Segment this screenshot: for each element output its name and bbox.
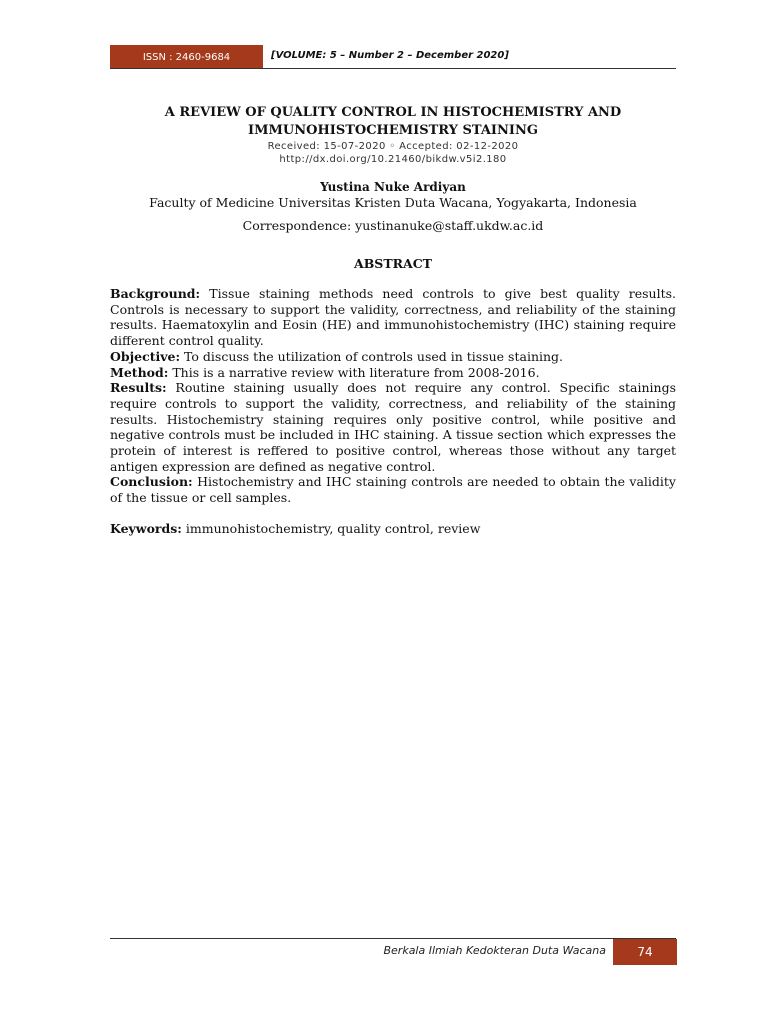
keywords (110, 521, 676, 536)
keywords-label: Keywords: (110, 521, 182, 536)
method-text: This is a narrative review with literature from 2008-2016. (168, 364, 540, 380)
abstract-method (110, 365, 676, 381)
background-label: Background: (110, 286, 201, 301)
results-label: Results: (110, 380, 167, 396)
conclusion-label: Conclusion: (110, 474, 193, 490)
objective-label: Objective: (110, 348, 181, 364)
abstract-background (110, 286, 676, 349)
article-meta (110, 140, 676, 166)
author-name: Yustina Nuke Ardiyan (320, 180, 466, 194)
volume-info: [VOLUME: 5 – Number 2 – December 2020] (271, 50, 509, 61)
footer-divider (110, 938, 676, 939)
issn-badge (110, 45, 263, 69)
abstract-heading: ABSTRACT (354, 256, 432, 271)
title-line-1: A REVIEW OF QUALITY CONTROL IN HISTOCHEMISTRY AND (164, 105, 622, 120)
journal-name: Berkala Ilmiah Kedokteran Duta Wacana (383, 944, 606, 957)
title-line-2: IMMUNOHISTOCHEMISTRY STAINING (248, 123, 538, 138)
received-accepted-dates: Received: 15-07-2020 ◦ Accepted: 02-12-2020 (267, 141, 519, 152)
abstract-objective (110, 349, 676, 365)
abstract-conclusion (110, 474, 676, 505)
abstract-results (110, 380, 676, 474)
page-number-badge (613, 939, 677, 965)
page-number: 74 (637, 945, 653, 959)
background-text: Tissue staining methods need controls to give best quality results. Controls is necessary to support the validity, correctness, and reliability of the staining results. Haematoxylin and Eosin (HE) and immunohistochemistry (IHC) staining require different control quality. (110, 286, 676, 349)
article-title (110, 104, 676, 140)
abstract-body (110, 286, 676, 506)
issn-text: ISSN : 2460-9684 (142, 51, 231, 63)
header-divider (110, 68, 676, 69)
keywords-text: immunohistochemistry, quality control, review (181, 521, 481, 536)
author-affiliation: Faculty of Medicine Universitas Kristen Duta Wacana, Yogyakarta, Indonesia (149, 195, 637, 210)
conclusion-text: Histochemistry and IHC staining controls are needed to obtain the validity of the tissue or cell samples. (110, 474, 676, 506)
correspondence: Correspondence: yustinanuke@staff.ukdw.ac.id (242, 218, 544, 233)
objective-text: To discuss the utilization of controls used in tissue staining. (180, 348, 564, 364)
doi-link[interactable]: http://dx.doi.org/10.21460/bikdw.v5i2.180 (279, 154, 507, 165)
results-text: Routine staining usually does not require any control. Specific stainings require controls to support the validity, correctness, and reliability of the staining results. Histochemistry staining requires only positive control, while positive and negative controls must be included in IHC staining. A tissue section which expresses the protein of interest is reffered to positive control, whereas those without any target antigen expression are defined as negative control. (110, 380, 676, 474)
method-label: Method: (110, 364, 169, 380)
